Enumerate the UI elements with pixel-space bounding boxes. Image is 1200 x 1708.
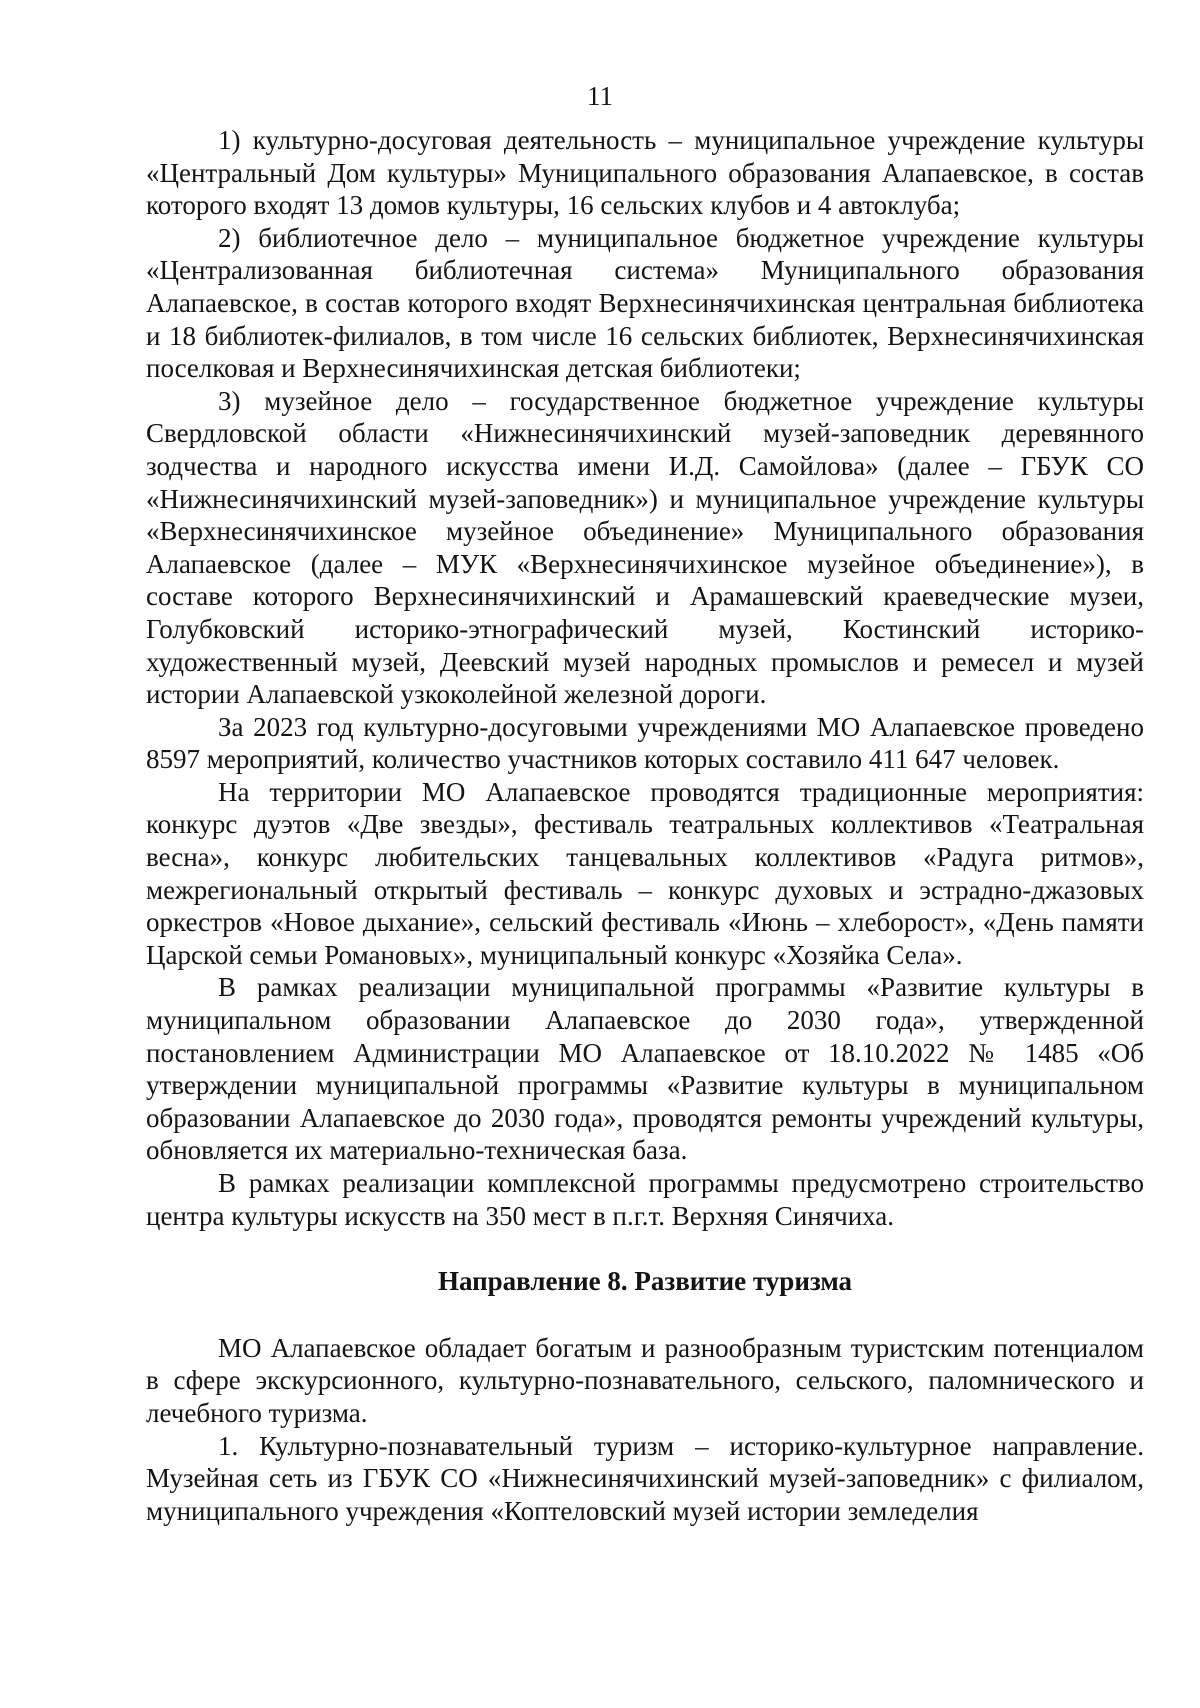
paragraph-museum: 3) музейное дело – государственное бюджетное учреждение культуры Свердловской области «Нижнесинячихинский музей-заповедник деревянного зодчества и народного искусства имени И.Д. Самойлова» (далее – ГБУК СО «Нижнесинячихинский музей-заповедник») и муниципальное учреждение культуры «Верхнесинячихинское музейное объединение» Муниципального образования Алапаевское (далее – МУК «Верхнесинячихинское музейное объединение»), в составе которого Верхнесинячихинский и Арамашевский краеведческие музеи, Голубковский историко-этнографический музей, Костинский историко-художественный музей, Деевский музей народных промыслов и ремесел и музей истории Алапаевской узкоколейной железной дороги. [146, 385, 1144, 710]
paragraph-events-stats: За 2023 год культурно-досуговыми учреждениями МО Алапаевское проведено 8597 мероприятий, количество участников которых составило 411 647 человек. [146, 711, 1144, 775]
paragraph-cultural-leisure: 1) культурно-досуговая деятельность – муниципальное учреждение культуры «Центральный Дом культуры» Муниципального образования Алапаевское, в состав которого входят 13 домов культуры, 16 сельских клубов и 4 автоклуба; [146, 125, 1144, 221]
document-body [146, 124, 1144, 1527]
paragraph-traditional-events: На территории МО Алапаевское проводятся традиционные мероприятия: конкурс дуэтов «Две звезды», фестиваль театральных коллективов «Театральная весна», конкурс любительских танцевальных коллективов «Радуга ритмов», межрегиональный открытый фестиваль – конкурс духовых и эстрадно-джазовых оркестров «Новое дыхание», сельский фестиваль «Июнь – хлебороcт», «День памяти Царской семьи Романовых», муниципальный конкурс «Хозяйка Села». [146, 776, 1144, 970]
page-number: 11 [587, 81, 613, 111]
paragraph-culture-program: В рамках реализации муниципальной программы «Развитие культуры в муниципальном образовании Алапаевское до 2030 года», утвержденной постановлением Администрации МО Алапаевское от 18.10.2022 № 1485 «Об утверждении муниципальной программы «Развитие культуры в муниципальном образовании Алапаевское до 2030 года», проводятся ремонты учреждений культуры, обновляется их материально-техническая база. [146, 972, 1144, 1166]
paragraph-library: 2) библиотечное дело – муниципальное бюджетное учреждение культуры «Централизованная библиотечная система» Муниципального образования Алапаевское, в состав которого входят Верхнесинячихинская центральная библиотека и 18 библиотек-филиалов, в том числе 16 сельских библиотек, Верхнесинячихинская поселковая и Верхнесинячихинская детская библиотеки; [146, 222, 1144, 384]
paragraph-tourism-potential: МО Алапаевское обладает богатым и разнообразным туристским потенциалом в сфере экскурсионного, культурно-познавательного, сельского, паломнического и лечебного туризма. [146, 1332, 1144, 1428]
paragraph-construction: В рамках реализации комплексной программы предусмотрено строительство центра культуры искусств на 350 мест в п.г.т. Верхняя Синячиха. [146, 1168, 1144, 1231]
section-heading: Направление 8. Развитие туризма [437, 1266, 853, 1297]
paragraph-cultural-tourism: 1. Культурно-познавательный туризм – историко-культурное направление. Музейная сеть из ГБУК СО «Нижнесинячихинский музей-заповедник» с филиалом, муниципального учреждения «Коптеловский музей истории земледелия [146, 1430, 1144, 1526]
